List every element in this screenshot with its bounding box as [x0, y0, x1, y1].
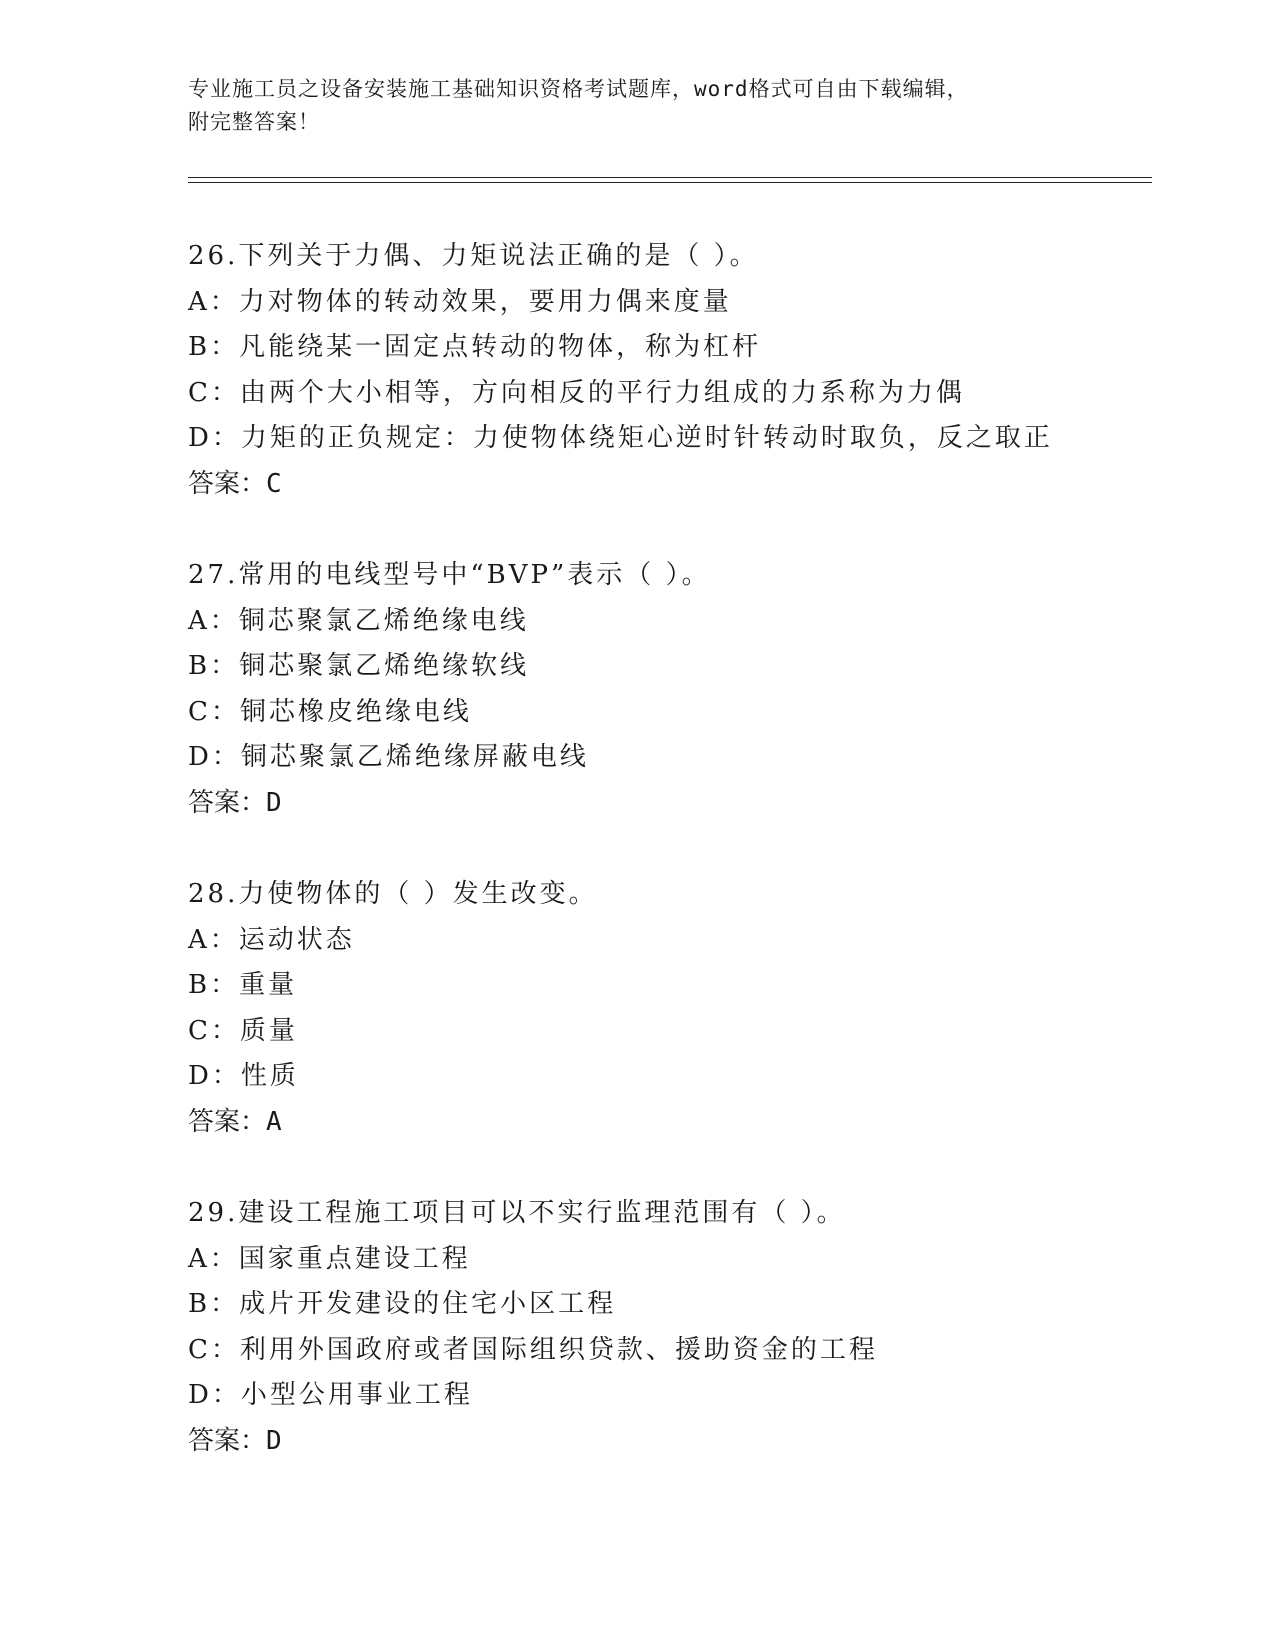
option-b: B：成片开发建设的住宅小区工程 [188, 1289, 617, 1319]
answer-text: 答案：A [188, 1106, 282, 1137]
option-a: A：国家重点建设工程 [188, 1243, 471, 1274]
option-a: A：力对物体的转动效果，要用力偶来度量 [188, 286, 732, 317]
document-header [188, 73, 1088, 139]
question-29 [188, 1191, 1168, 1464]
option-d: D：性质 [188, 1061, 299, 1091]
question-stem: 26.下列关于力偶、力矩说法正确的是（ ）。 [188, 241, 759, 271]
option-c: C：由两个大小相等，方向相反的平行力组成的力系称为力偶 [188, 377, 965, 408]
option-c: C：质量 [188, 1015, 298, 1046]
option-a: A：铜芯聚氯乙烯绝缘电线 [188, 605, 529, 636]
question-stem: 28.力使物体的（ ）发生改变。 [188, 879, 598, 909]
option-a: A：运动状态 [188, 924, 355, 955]
answer-text: 答案：D [188, 1425, 282, 1456]
header-line-1: 专业施工员之设备安装施工基础知识资格考试题库，word格式可自由下载编辑， [188, 77, 969, 101]
option-b: B：铜芯聚氯乙烯绝缘软线 [188, 651, 530, 681]
header-divider-bottom [188, 182, 1152, 183]
option-d: D：小型公用事业工程 [188, 1380, 473, 1410]
option-c: C：利用外国政府或者国际组织贷款、援助资金的工程 [188, 1334, 878, 1365]
option-b: B：凡能绕某一固定点转动的物体，称为杠杆 [188, 332, 762, 362]
question-28 [188, 872, 1168, 1145]
option-c: C：铜芯橡皮绝缘电线 [188, 696, 472, 727]
option-d: D：铜芯聚氯乙烯绝缘屏蔽电线 [188, 742, 589, 772]
header-divider-top [188, 177, 1152, 178]
question-stem: 27.常用的电线型号中“BVP”表示（ ）。 [188, 560, 711, 590]
option-d: D：力矩的正负规定：力使物体绕矩心逆时针转动时取负，反之取正 [188, 423, 1053, 453]
option-b: B：重量 [188, 970, 298, 1000]
question-27 [188, 553, 1168, 826]
header-line-2: 附完整答案！ [188, 110, 320, 134]
answer-text: 答案：D [188, 787, 282, 818]
answer-text: 答案：C [188, 468, 282, 499]
question-26 [188, 234, 1168, 507]
question-stem: 29.建设工程施工项目可以不实行监理范围有（ ）。 [188, 1198, 846, 1228]
